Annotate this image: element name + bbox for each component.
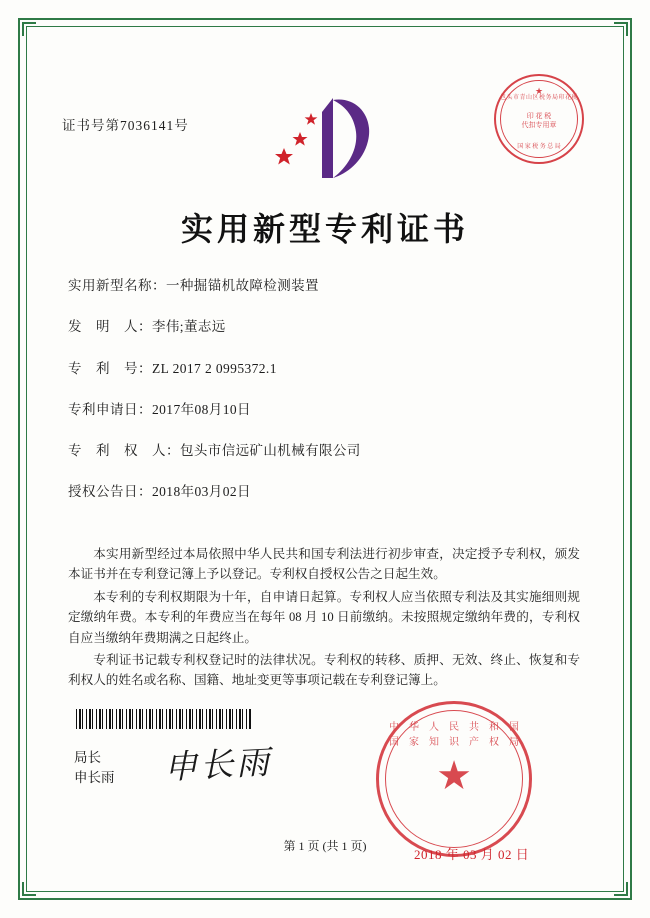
field-label: 专利申请日： bbox=[68, 401, 152, 417]
page-footer: 第 1 页 (共 1 页) bbox=[283, 839, 367, 853]
certificate-number: 证书号第7036141号 bbox=[62, 118, 189, 133]
field-value: 一种掘锚机故障检测装置 bbox=[166, 278, 319, 293]
field-label: 专 利 号： bbox=[68, 360, 152, 376]
tax-stamp-arc-text: 包头市青山区税务局印花税 bbox=[499, 95, 578, 101]
field-label: 专 利 权 人： bbox=[68, 443, 180, 458]
field-grant-announcement-date bbox=[68, 482, 582, 502]
corner-ornament-top-left bbox=[22, 22, 36, 36]
patent-office-logo-icon bbox=[270, 86, 380, 196]
tax-stamp-bottom-text: 国 家 税 务 总 局 bbox=[517, 144, 561, 150]
tax-stamp-center-text: 印 花 税 代扣专用章 bbox=[521, 112, 557, 130]
field-utility-model-name bbox=[68, 276, 582, 296]
field-value: 2017年08月10日 bbox=[152, 401, 251, 417]
signature-block bbox=[74, 748, 115, 789]
field-label: 授权公告日： bbox=[68, 484, 152, 500]
field-value: 李伟;董志远 bbox=[152, 319, 226, 335]
field-value: 2018年03月02日 bbox=[152, 484, 251, 500]
certificate-content bbox=[46, 46, 604, 872]
national-seal bbox=[376, 701, 532, 857]
national-seal-star-icon: ★ bbox=[436, 752, 472, 798]
field-value: 包头市信远矿山机械有限公司 bbox=[180, 443, 361, 458]
field-value: ZL 2017 2 0995372.1 bbox=[152, 360, 277, 376]
field-patent-number bbox=[68, 359, 582, 379]
legal-text bbox=[68, 544, 580, 693]
legal-paragraph-1: 本实用新型经过本局依照中华人民共和国专利法进行初步审查，决定授予专利权，颁发本证书并在专利登记簿上予以登记。专利权自授权公告之日起生效。 bbox=[68, 547, 580, 582]
corner-ornament-bottom-left bbox=[22, 882, 36, 896]
field-inventor bbox=[68, 317, 582, 337]
legal-paragraph-2: 本专利的专利权期限为十年，自申请日起算。专利权人应当依照专利法及其实施细则规定缴纳年费。本专利的年费应当在每年 08 月 10 日前缴纳。未按照规定缴纳年费的，专利权自应当缴纳年费期满之日起终止。 bbox=[68, 589, 580, 645]
national-seal-top-text: 中华人民共和国国家知识产权局 bbox=[389, 722, 529, 748]
corner-ornament-bottom-right bbox=[614, 882, 628, 896]
legal-paragraph-3: 专利证书记载专利权登记时的法律状况。专利权的转移、质押、无效、终止、恢复和专利权人的姓名或名称、国籍、地址变更等事项记载在专利登记簿上。 bbox=[68, 652, 580, 688]
field-label: 发 明 人： bbox=[68, 319, 152, 335]
field-list bbox=[68, 276, 582, 524]
page-title: 实用新型专利证书 bbox=[180, 210, 469, 248]
tax-stamp bbox=[494, 74, 584, 164]
field-patentee bbox=[68, 441, 582, 461]
seal-date: 2018 年 03 月 02 日 bbox=[414, 847, 530, 862]
signature-title: 局长 bbox=[74, 750, 101, 765]
handwritten-signature: 申长雨 bbox=[163, 742, 274, 787]
signature-name: 申长雨 bbox=[74, 770, 115, 786]
field-application-date bbox=[68, 400, 582, 420]
tax-stamp-star-icon: ★ bbox=[534, 86, 544, 96]
corner-ornament-top-right bbox=[614, 22, 628, 36]
field-label: 实用新型名称： bbox=[68, 278, 166, 293]
barcode bbox=[76, 709, 252, 729]
